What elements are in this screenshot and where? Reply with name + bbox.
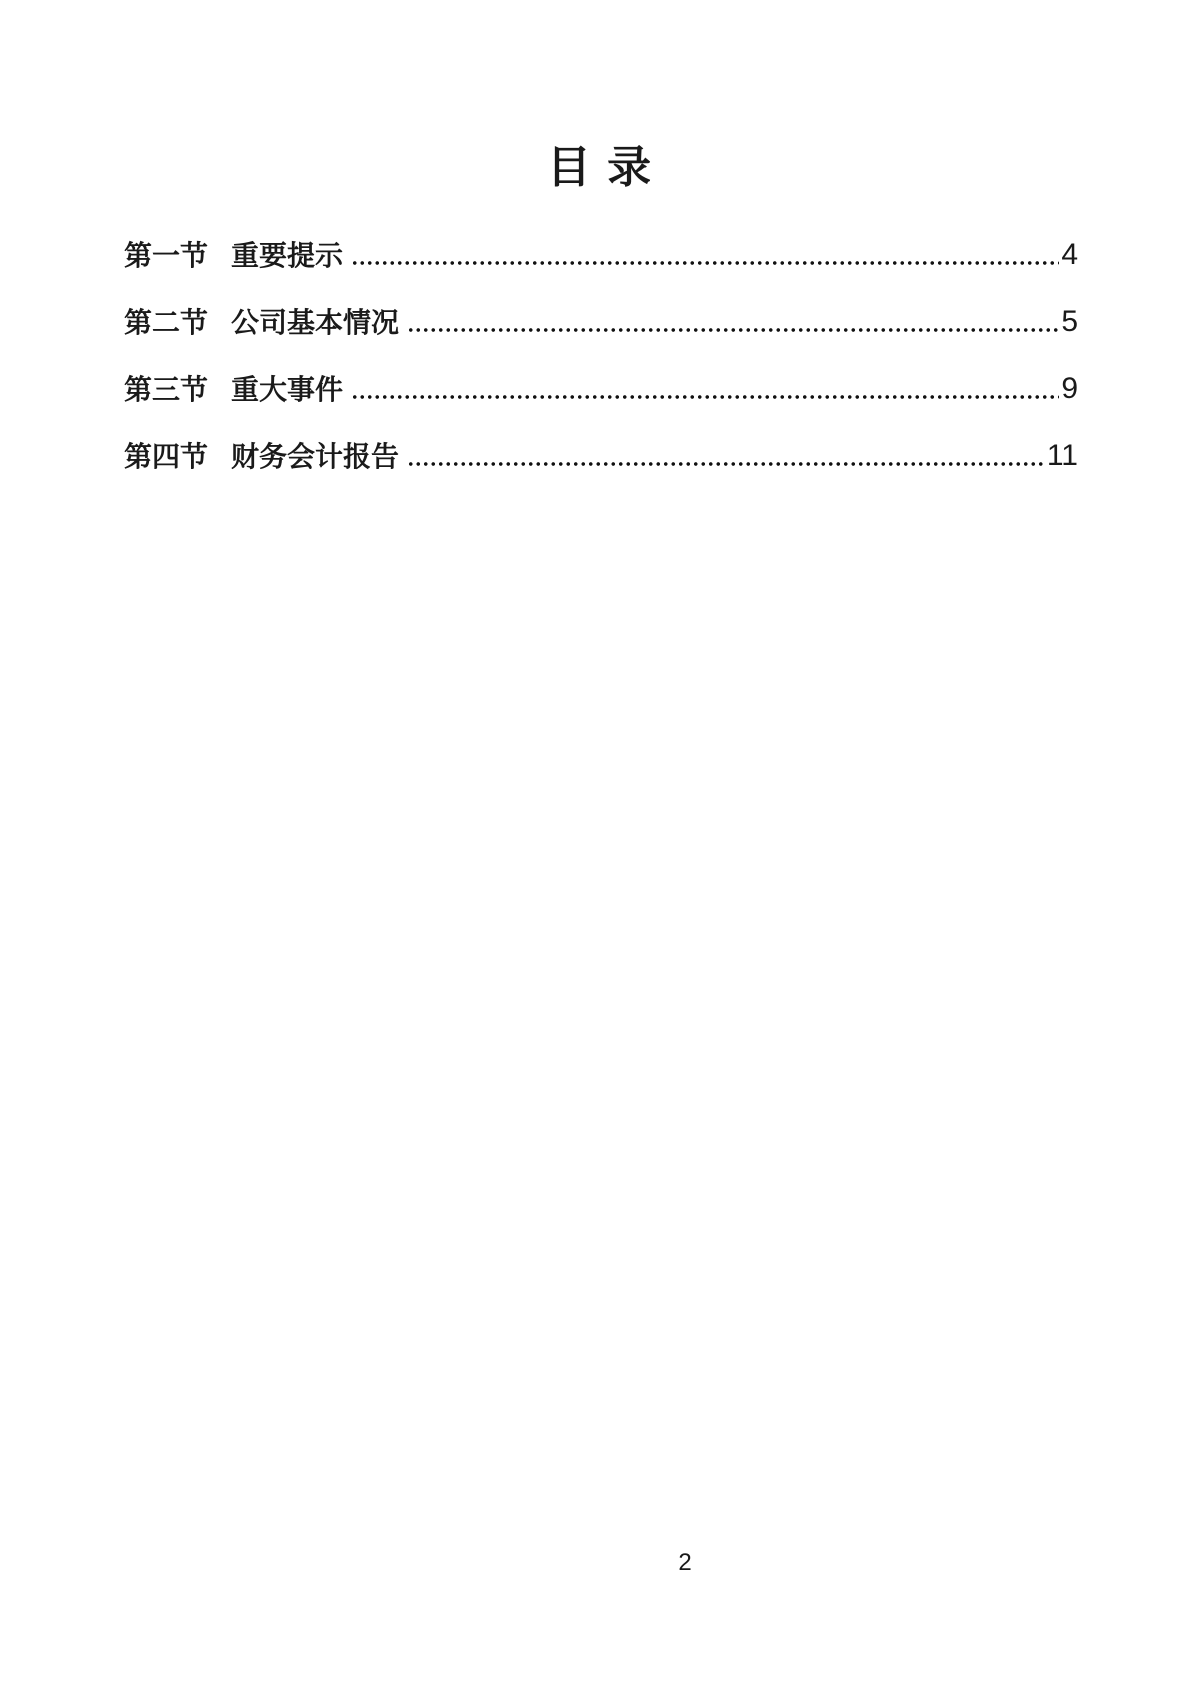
footer-page-number: 2 xyxy=(678,1549,692,1576)
toc-page-title: 目 录 xyxy=(546,143,654,192)
toc-entry-page-number: 4 xyxy=(1061,238,1078,271)
dots-leader xyxy=(351,259,1059,267)
toc-entry-title: 财务会计报告 xyxy=(231,440,400,472)
toc-entry-1[interactable] xyxy=(124,240,1078,270)
toc-entry-page-number: 11 xyxy=(1046,439,1078,472)
toc-entry-chapter: 第二节 xyxy=(124,306,209,338)
toc-entry-chapter: 第一节 xyxy=(124,239,209,271)
toc-entry-2[interactable] xyxy=(124,307,1078,337)
dots-leader xyxy=(351,393,1059,401)
toc-entry-title: 重大事件 xyxy=(231,373,344,405)
toc-entry-page-number: 9 xyxy=(1061,372,1078,405)
toc-entry-3[interactable] xyxy=(124,374,1078,404)
toc-list xyxy=(124,240,1078,471)
toc-entry-title: 重要提示 xyxy=(231,239,344,271)
dots-leader xyxy=(407,460,1045,468)
toc-entry-title: 公司基本情况 xyxy=(231,306,400,338)
toc-entry-page-number: 5 xyxy=(1061,305,1078,338)
toc-entry-chapter: 第四节 xyxy=(124,440,209,472)
dots-leader xyxy=(407,326,1059,334)
toc-entry-chapter: 第三节 xyxy=(124,373,209,405)
toc-entry-4[interactable] xyxy=(124,441,1078,471)
